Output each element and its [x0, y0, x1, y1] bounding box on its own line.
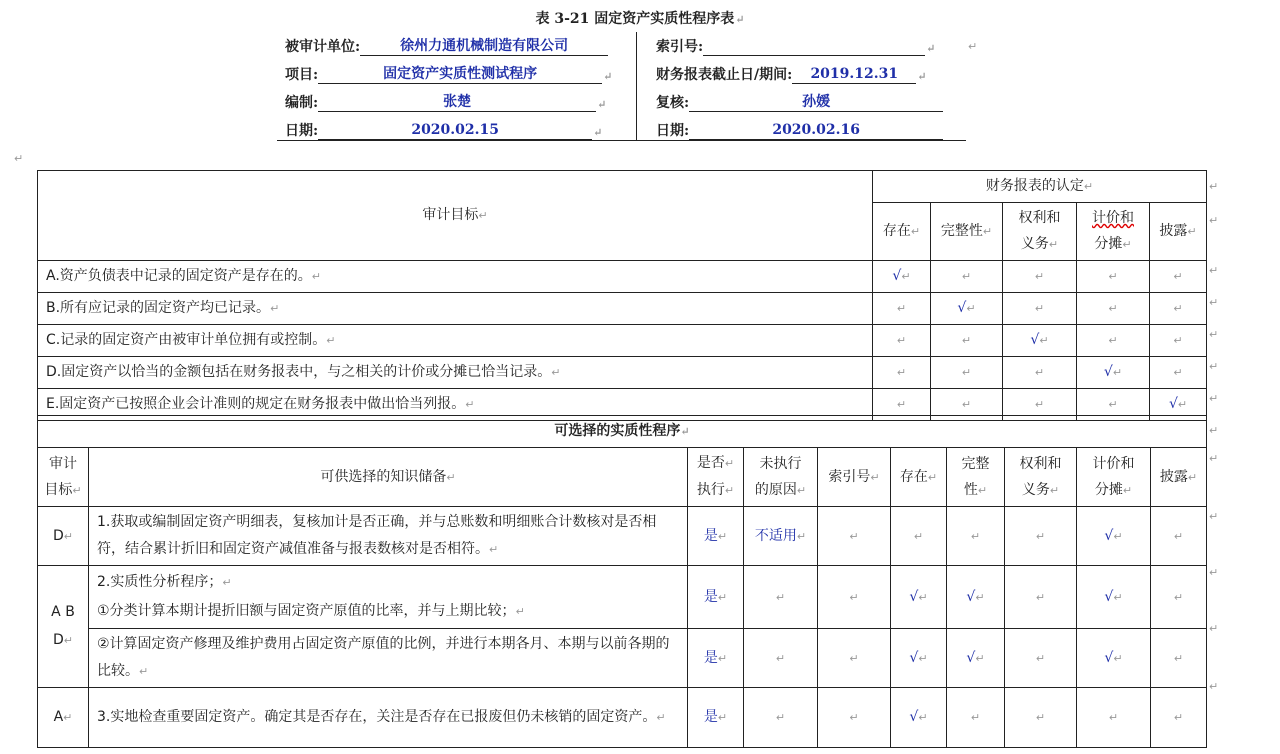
- procedure-row: [38, 507, 1207, 566]
- check-mark-icon: √: [966, 649, 976, 666]
- col-complete: 完整 性↵: [947, 448, 1005, 507]
- row-end-mark: ↵: [1209, 452, 1219, 465]
- check-cell[interactable]: ↵: [1005, 566, 1077, 629]
- col-disclosure: 披露↵: [1151, 448, 1207, 507]
- check-cell[interactable]: √↵: [1077, 629, 1151, 688]
- check-cell[interactable]: √↵: [891, 629, 947, 688]
- row-end-mark: ↵: [1209, 328, 1219, 341]
- assertion-check-cell[interactable]: ↵: [1150, 261, 1207, 293]
- check-mark-icon: √: [909, 709, 919, 725]
- index-cell[interactable]: ↵: [818, 507, 891, 566]
- reason-cell[interactable]: ↵: [744, 688, 818, 748]
- project-label: 项目:: [285, 67, 319, 83]
- index-cell[interactable]: ↵: [818, 688, 891, 748]
- reviewer-field[interactable]: 孙媛: [689, 93, 943, 112]
- check-mark-icon: √: [1103, 364, 1113, 380]
- assertion-check-cell[interactable]: ↵: [1003, 357, 1077, 389]
- procedures-section-title: 可选择的实质性程序↵: [38, 416, 1207, 448]
- objective-row: [38, 325, 1207, 357]
- check-cell[interactable]: ↵: [1151, 507, 1207, 566]
- col-index: 索引号↵: [818, 448, 891, 507]
- preparer-field[interactable]: 张楚: [318, 93, 596, 112]
- assertions-header: 财务报表的认定↵: [873, 171, 1207, 203]
- row-end-mark: ↵: [1209, 566, 1219, 579]
- reason-cell[interactable]: ↵: [744, 629, 818, 688]
- executed-cell[interactable]: 是↵: [688, 507, 744, 566]
- objective-text: A.资产负债表中记录的固定资产是存在的。↵: [38, 261, 873, 293]
- assertion-col-valuation: 计价和 分摊↵: [1077, 203, 1150, 261]
- check-mark-icon: √: [909, 649, 919, 666]
- row-end-mark: ↵: [1209, 622, 1219, 635]
- objective-text: B.所有应记录的固定资产均已记录。↵: [38, 293, 873, 325]
- assertion-check-cell[interactable]: ↵: [1077, 389, 1150, 421]
- period-row: 财务报表截止日/期间: 2019.12.31 ↵: [656, 66, 927, 83]
- check-mark-icon: √: [1104, 588, 1114, 605]
- assertion-check-cell[interactable]: ↵: [1077, 325, 1150, 357]
- row-end-mark: ↵: [1209, 360, 1219, 373]
- row-end-mark: ↵: [1209, 180, 1219, 193]
- check-mark-icon: √: [892, 268, 902, 284]
- header-divider: [636, 32, 637, 140]
- assertion-check-cell[interactable]: ↵: [873, 357, 931, 389]
- assertion-check-cell[interactable]: ↵: [1077, 293, 1150, 325]
- col-exist: 存在↵: [891, 448, 947, 507]
- row-end-mark: ↵: [1209, 510, 1219, 523]
- procedure-text: ②计算固定资产修理及维护费用占固定资产原值的比例，并进行本期各月、本期与以前各期的比较。↵: [89, 629, 688, 688]
- check-cell[interactable]: ↵: [1005, 629, 1077, 688]
- entity-row: [285, 36, 608, 56]
- assertion-check-cell[interactable]: ↵: [873, 325, 931, 357]
- assertion-check-cell[interactable]: ↵: [873, 389, 931, 421]
- row-end-mark: ↵: [1209, 392, 1219, 405]
- assertion-check-cell[interactable]: ↵: [1003, 293, 1077, 325]
- assertion-check-cell[interactable]: ↵: [1003, 261, 1077, 293]
- assertion-check-cell[interactable]: ↵: [931, 325, 1003, 357]
- objective-text: C.记录的固定资产由被审计单位拥有或控制。↵: [38, 325, 873, 357]
- assertion-check-cell[interactable]: ↵: [1077, 261, 1150, 293]
- assertion-col-rights: 权利和 义务↵: [1003, 203, 1077, 261]
- objective-header: 审计目标↵: [38, 171, 873, 261]
- period-label: 财务报表截止日/期间:: [656, 67, 793, 83]
- check-cell[interactable]: ↵: [1151, 688, 1207, 748]
- assertion-check-cell[interactable]: √↵: [873, 261, 931, 293]
- assertion-col-exist: 存在↵: [873, 203, 931, 261]
- objective-row: [38, 261, 1207, 293]
- check-cell[interactable]: √↵: [891, 688, 947, 748]
- col-objective: 审计 目标↵: [38, 448, 89, 507]
- objective-row: [38, 293, 1207, 325]
- procedure-row: [38, 566, 1207, 629]
- preparer-row: 编制: 张楚 ↵: [285, 94, 607, 111]
- check-mark-icon: √: [909, 588, 919, 605]
- check-cell[interactable]: ↵: [1077, 688, 1151, 748]
- check-cell[interactable]: √↵: [891, 566, 947, 629]
- row-objective: D↵: [38, 507, 89, 566]
- project-field[interactable]: 固定资产实质性测试程序: [318, 65, 602, 84]
- assertion-check-cell[interactable]: ↵: [1150, 357, 1207, 389]
- date-field[interactable]: 2020.02.15: [318, 121, 592, 140]
- check-cell[interactable]: ↵: [1005, 688, 1077, 748]
- executed-cell[interactable]: 是↵: [688, 629, 744, 688]
- reason-cell[interactable]: 不适用↵: [744, 507, 818, 566]
- objective-row: [38, 357, 1207, 389]
- document-title: 表 3-21 固定资产实质性程序表↵: [535, 11, 745, 27]
- project-row: 项目: 固定资产实质性测试程序 ↵: [285, 66, 613, 83]
- reason-cell[interactable]: ↵: [744, 566, 818, 629]
- check-cell[interactable]: ↵: [1005, 507, 1077, 566]
- index-cell[interactable]: ↵: [818, 629, 891, 688]
- check-cell[interactable]: √↵: [1077, 566, 1151, 629]
- date2-row: [656, 120, 943, 140]
- check-cell[interactable]: ↵: [947, 688, 1005, 748]
- assertion-check-cell[interactable]: √↵: [1150, 389, 1207, 421]
- col-reason: 未执行 的原因↵: [744, 448, 818, 507]
- assertion-check-cell[interactable]: ↵: [1150, 293, 1207, 325]
- row-objective: A↵: [38, 688, 89, 748]
- assertion-check-cell[interactable]: ↵: [931, 389, 1003, 421]
- row-end-mark: ↵: [1209, 680, 1219, 693]
- index-label: 索引号:: [656, 39, 704, 55]
- check-cell[interactable]: ↵: [947, 507, 1005, 566]
- procedure-row: [38, 629, 1207, 688]
- row-end-mark: ↵: [1209, 296, 1219, 309]
- check-mark-icon: √: [1030, 332, 1040, 348]
- assertion-col-disclosure: 披露↵: [1150, 203, 1207, 261]
- date2-field[interactable]: 2020.02.16: [689, 121, 943, 140]
- col-rights: 权利和 义务↵: [1005, 448, 1077, 507]
- objectives-table: [37, 170, 1207, 421]
- check-mark-icon: √: [1104, 649, 1114, 666]
- assertion-check-cell[interactable]: √↵: [1003, 325, 1077, 357]
- col-executed: 是否↵ 执行↵: [688, 448, 744, 507]
- check-mark-icon: √: [1104, 527, 1114, 544]
- period-field[interactable]: 2019.12.31: [792, 65, 916, 84]
- col-knowledge: 可供选择的知识储备↵: [89, 448, 688, 507]
- date-row: 日期: 2020.02.15 ↵: [285, 122, 603, 139]
- procedure-row: [38, 688, 1207, 748]
- assertion-check-cell[interactable]: ↵: [873, 293, 931, 325]
- procedure-text: 1.获取或编制固定资产明细表，复核加计是否正确，并与总账数和明细账合计数核对是否相符，结合累计折旧和固定资产减值准备与报表数核对是否相符。↵: [89, 507, 688, 566]
- assertion-check-cell[interactable]: ↵: [1150, 325, 1207, 357]
- index-cell[interactable]: ↵: [818, 566, 891, 629]
- index-row: 索引号: ↵: [656, 36, 935, 56]
- check-cell[interactable]: ↵: [1151, 566, 1207, 629]
- row-end-mark: ↵: [1209, 214, 1219, 227]
- row-end-mark: ↵: [1209, 424, 1219, 437]
- check-mark-icon: √: [1168, 396, 1178, 412]
- index-field[interactable]: [703, 37, 925, 56]
- objective-text: E.固定资产已按照企业会计准则的规定在财务报表中做出恰当列报。↵: [38, 389, 873, 421]
- check-cell[interactable]: √↵: [1077, 507, 1151, 566]
- check-cell[interactable]: √↵: [947, 629, 1005, 688]
- preparer-label: 编制:: [285, 95, 319, 111]
- assertion-check-cell[interactable]: ↵: [1003, 389, 1077, 421]
- check-cell[interactable]: ↵: [891, 507, 947, 566]
- assertion-check-cell[interactable]: ↵: [931, 357, 1003, 389]
- date2-label: 日期:: [656, 123, 690, 139]
- executed-cell[interactable]: 是↵: [688, 566, 744, 629]
- date-label: 日期:: [285, 123, 319, 139]
- entity-label: 被审计单位:: [285, 39, 361, 55]
- row-objective: A B D↵: [38, 566, 89, 688]
- check-mark-icon: √: [957, 300, 967, 316]
- check-cell[interactable]: ↵: [1151, 629, 1207, 688]
- procedures-table: [37, 415, 1207, 748]
- assertion-col-complete: 完整性↵: [931, 203, 1003, 261]
- assertion-check-cell[interactable]: ↵: [931, 261, 1003, 293]
- reviewer-label: 复核:: [656, 95, 690, 111]
- check-mark-icon: √: [966, 588, 976, 605]
- row-end-mark: ↵: [1209, 264, 1219, 277]
- header-bottom-rule: [277, 140, 966, 141]
- entity-field[interactable]: 徐州力通机械制造有限公司: [360, 37, 608, 56]
- objective-text: D.固定资产以恰当的金额包括在财务报表中，与之相关的计价或分摊已恰当记录。↵: [38, 357, 873, 389]
- assertion-check-cell[interactable]: √↵: [1077, 357, 1150, 389]
- executed-cell[interactable]: 是↵: [688, 688, 744, 748]
- procedure-text: 2.实质性分析程序；↵ ①分类计算本期计提折旧额与固定资产原值的比率，并与上期比较；↵: [89, 566, 688, 629]
- assertion-check-cell[interactable]: √↵: [931, 293, 1003, 325]
- reviewer-row: [656, 92, 943, 112]
- procedure-text: 3.实地检查重要固定资产。确定其是否存在，关注是否存在已报废但仍未核销的固定资产。↵: [89, 688, 688, 748]
- col-valuation: 计价和 分摊↵: [1077, 448, 1151, 507]
- check-cell[interactable]: √↵: [947, 566, 1005, 629]
